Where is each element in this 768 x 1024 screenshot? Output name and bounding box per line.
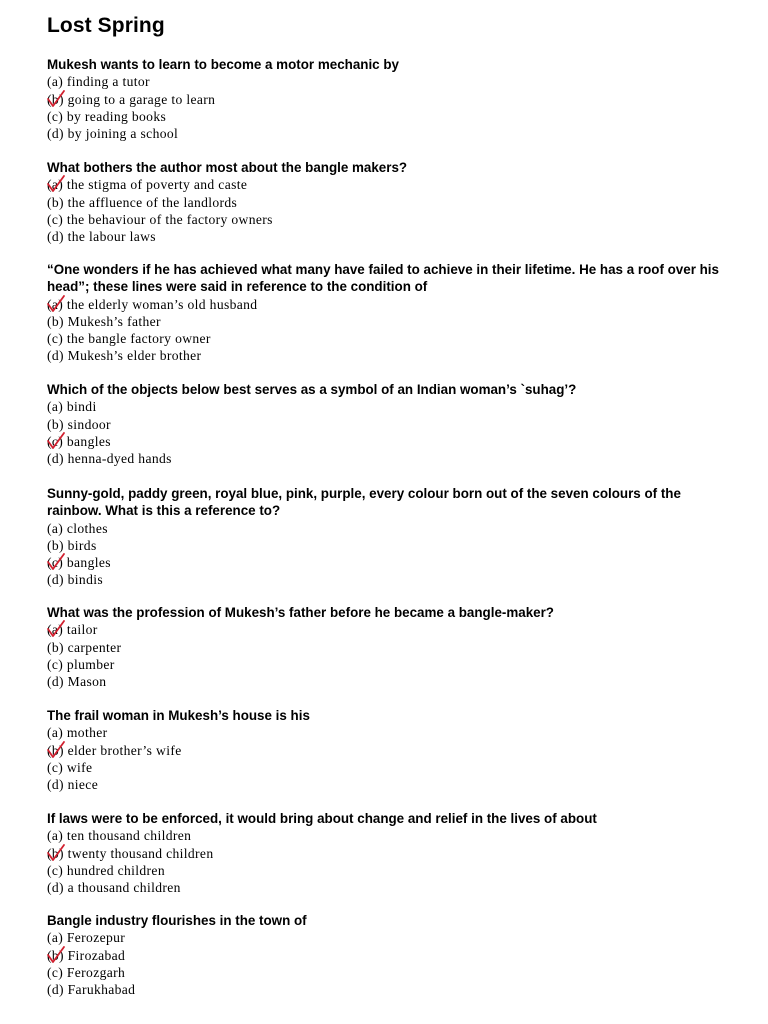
option-d: (d) by joining a school [47, 125, 179, 141]
option-d: (d) niece [47, 776, 99, 792]
options-list [47, 724, 737, 793]
option-b: (b) sindoor [47, 416, 111, 432]
checkmark-icon [46, 173, 66, 195]
option-c: (c) bangles [47, 554, 737, 571]
option-d: (d) Mukesh’s elder brother [47, 348, 202, 364]
question-3 [47, 261, 737, 364]
option-b: (b) Firozabad [47, 947, 737, 964]
question-text: What bothers the author most about the bangle makers? [47, 160, 408, 175]
checkmark-icon [46, 293, 66, 315]
options-list [47, 73, 737, 142]
question-text: Sunny-gold, paddy green, royal blue, pink, purple, every colour born out of the seven colours of the rainbow. What is this a reference to? [47, 486, 681, 519]
question-text: What was the profession of Mukesh’s father before he became a bangle-maker? [47, 605, 554, 620]
option-d: (d) a thousand children [47, 879, 181, 895]
option-a: (a) the elderly woman’s old husband [47, 296, 737, 313]
options-list [47, 398, 737, 467]
question-6 [47, 604, 737, 690]
options-list [47, 621, 737, 690]
question-text: Bangle industry flourishes in the town of [47, 913, 307, 928]
option-d: (d) henna-dyed hands [47, 450, 172, 466]
options-list [47, 929, 737, 998]
option-a: (a) finding a tutor [47, 74, 150, 90]
checkmark-icon [46, 842, 66, 864]
option-a: (a) the stigma of poverty and caste [47, 176, 737, 193]
option-c: (c) the behaviour of the factory owners [47, 211, 273, 227]
question-7 [47, 707, 737, 793]
option-b: (b) Mukesh’s father [47, 313, 161, 329]
question-5 [47, 485, 737, 588]
option-b: (b) twenty thousand children [47, 845, 737, 862]
option-b: (b) birds [47, 537, 97, 553]
checkmark-icon [46, 944, 66, 966]
question-text: Mukesh wants to learn to become a motor mechanic by [47, 57, 399, 72]
option-a: (a) Ferozepur [47, 930, 126, 946]
question-1 [47, 56, 737, 142]
option-a: (a) mother [47, 725, 108, 741]
question-9 [47, 912, 737, 998]
question-2 [47, 159, 737, 245]
options-list [47, 827, 737, 896]
question-text: “One wonders if he has achieved what many have failed to achieve in their lifetime. He has a roof over his head”; these lines were said in reference to the condition of [47, 262, 719, 295]
option-d: (d) bindis [47, 572, 103, 588]
question-8 [47, 810, 737, 896]
question-text: Which of the objects below best serves as a symbol of an Indian woman’s `suhag’? [47, 382, 577, 397]
option-b: (b) the affluence of the landlords [47, 194, 238, 210]
option-a: (a) ten thousand children [47, 828, 192, 844]
option-a: (a) bindi [47, 399, 97, 415]
option-c: (c) wife [47, 759, 93, 775]
checkmark-icon [46, 739, 66, 761]
options-list [47, 520, 737, 589]
option-d: (d) Farukhabad [47, 981, 136, 997]
option-c: (c) plumber [47, 656, 115, 672]
option-b: (b) elder brother’s wife [47, 742, 737, 759]
checkmark-icon [46, 88, 66, 110]
option-c: (c) Ferozgarh [47, 964, 126, 980]
option-a: (a) clothes [47, 520, 108, 536]
option-b: (b) going to a garage to learn [47, 91, 737, 108]
question-text: The frail woman in Mukesh’s house is his [47, 708, 310, 723]
page-title: Lost Spring [47, 14, 165, 37]
question-4 [47, 381, 737, 467]
option-a: (a) tailor [47, 621, 737, 638]
option-d: (d) the labour laws [47, 228, 156, 244]
checkmark-icon [46, 551, 66, 573]
option-c: (c) by reading books [47, 108, 167, 124]
option-c: (c) the bangle factory owner [47, 331, 211, 346]
options-list [47, 176, 737, 245]
checkmark-icon [46, 618, 66, 640]
option-d: (d) Mason [47, 673, 107, 689]
checkmark-icon [46, 430, 66, 452]
options-list [47, 296, 737, 365]
option-c: (c) bangles [47, 433, 737, 450]
option-b: (b) carpenter [47, 639, 122, 655]
question-text: If laws were to be enforced, it would bring about change and relief in the lives of about [47, 811, 597, 826]
option-c: (c) hundred children [47, 862, 165, 878]
